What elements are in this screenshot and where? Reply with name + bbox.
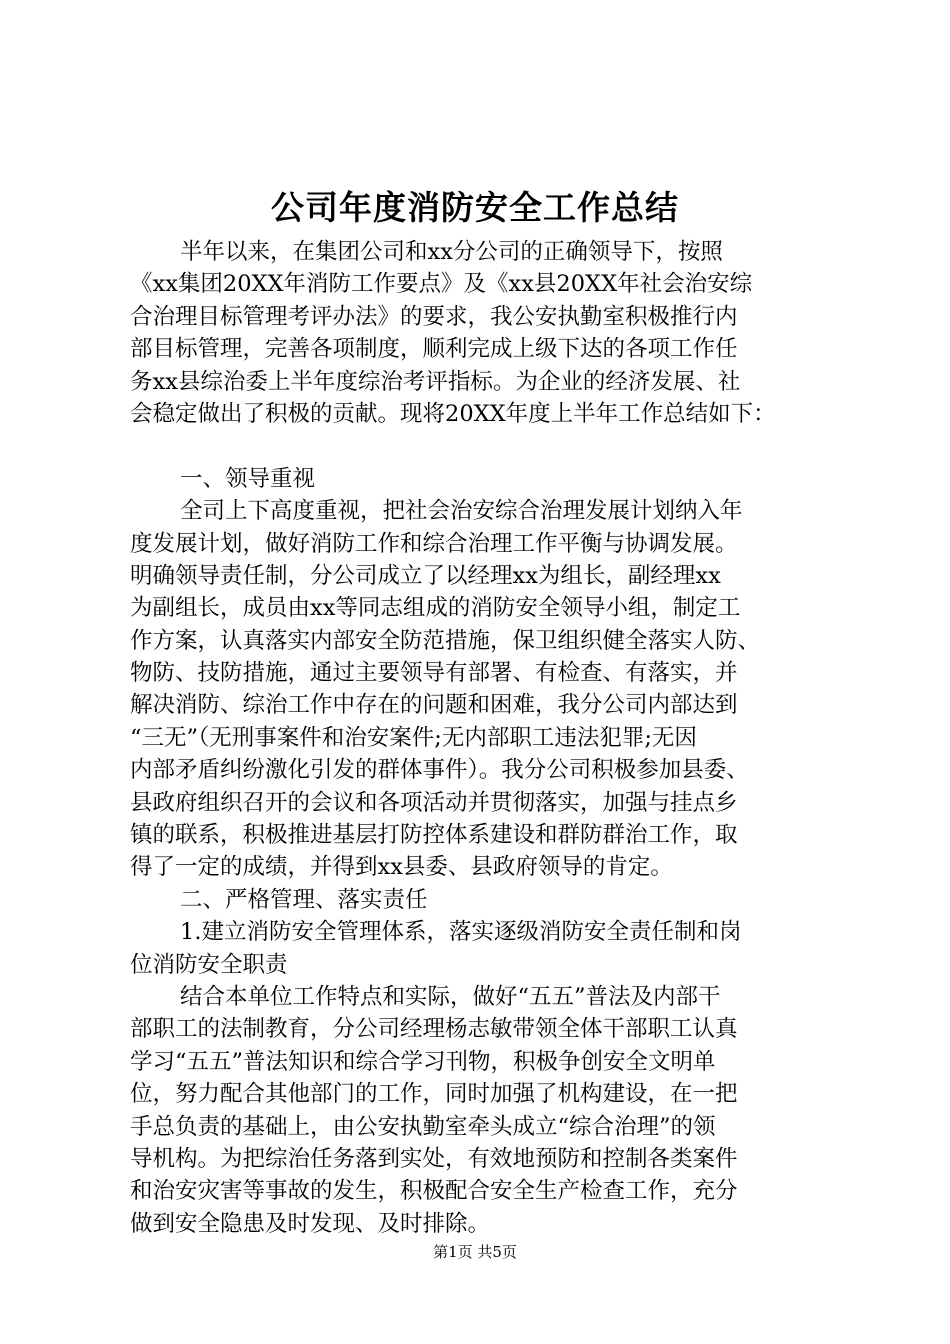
text-line: 学习“五五”普法知识和综合学习刊物，积极争创安全文明单 [130, 1048, 716, 1075]
document-body [130, 236, 830, 1240]
text-line: 部目标管理，完善各项制度，顺利完成上级下达的各项工作任 [130, 336, 738, 363]
text-line: 结合本单位工作特点和实际，做好“五五”普法及内部干 [180, 983, 721, 1010]
text-line: 导机构。为把综治任务落到实处，有效地预防和控制各类案件 [130, 1145, 738, 1172]
text-line: 务xx县综治委上半年度综治考评指标。为企业的经济发展、社 [130, 368, 741, 395]
text-line: 做到安全隐患及时发现、及时排除。 [130, 1210, 491, 1237]
text-line: 位消防安全职责 [130, 951, 288, 978]
text-line: 为副组长，成员由xx等同志组成的消防安全领导小组，制定工 [130, 595, 741, 622]
text-line: 位，努力配合其他部门的工作，同时加强了机构建设，在一把 [130, 1081, 738, 1108]
text-line: 县政府组织召开的会议和各项活动并贯彻落实，加强与挂点乡 [130, 789, 738, 816]
text-line: 镇的联系，积极推进基层打防控体系建设和群防群治工作，取 [130, 822, 738, 849]
text-line: 手总负责的基础上，由公安执勤室牵头成立“综合治理”的领 [130, 1113, 716, 1140]
text-line: 全司上下高度重视，把社会治安综合治理发展计划纳入年 [180, 498, 743, 525]
text-line: 作方案，认真落实内部安全防范措施，保卫组织健全落实人防、 [130, 627, 761, 654]
page-number-footer: 第1页 共5页 [433, 1243, 517, 1261]
subsection-heading: 1.建立消防安全管理体系，落实逐级消防安全责任制和岗 [180, 919, 742, 946]
text-line: 解决消防、综治工作中存在的问题和困难，我分公司内部达到 [130, 692, 738, 719]
text-line: “三无”（无刑事案件和治安案件;无内部职工违法犯罪;无因 [130, 724, 697, 751]
blank-line [130, 430, 830, 462]
text-line: 合治理目标管理考评办法》的要求，我公安执勤室积极推行内 [130, 303, 738, 330]
text-line: 会稳定做出了积极的贡献。现将20XX年度上半年工作总结如下： [130, 400, 776, 427]
section-heading: 二、严格管理、落实责任 [180, 886, 428, 913]
text-line: 内部矛盾纠纷激化引发的群体事件）。我分公司积极参加县委、 [130, 757, 749, 784]
text-line: 《xx集团20XX年消防工作要点》及《xx县20XX年社会治安综 [130, 271, 753, 298]
text-line: 半年以来，在集团公司和xx分公司的正确领导下，按照 [180, 239, 723, 265]
text-line: 得了一定的成绩，并得到xx县委、县政府领导的肯定。 [130, 854, 673, 881]
text-line: 明确领导责任制，分公司成立了以经理xx为组长，副经理xx [130, 562, 721, 589]
text-line: 物防、技防措施，通过主要领导有部署、有检查、有落实，并 [130, 660, 738, 687]
section-heading: 一、领导重视 [180, 465, 316, 492]
text-line: 度发展计划，做好消防工作和综合治理工作平衡与协调发展。 [130, 530, 738, 557]
document-title: 公司年度消防安全工作总结 [271, 188, 679, 227]
text-line: 和治安灾害等事故的发生，积极配合安全生产检查工作，充分 [130, 1178, 738, 1205]
text-line: 部职工的法制教育，分公司经理杨志敏带领全体干部职工认真 [130, 1016, 738, 1043]
